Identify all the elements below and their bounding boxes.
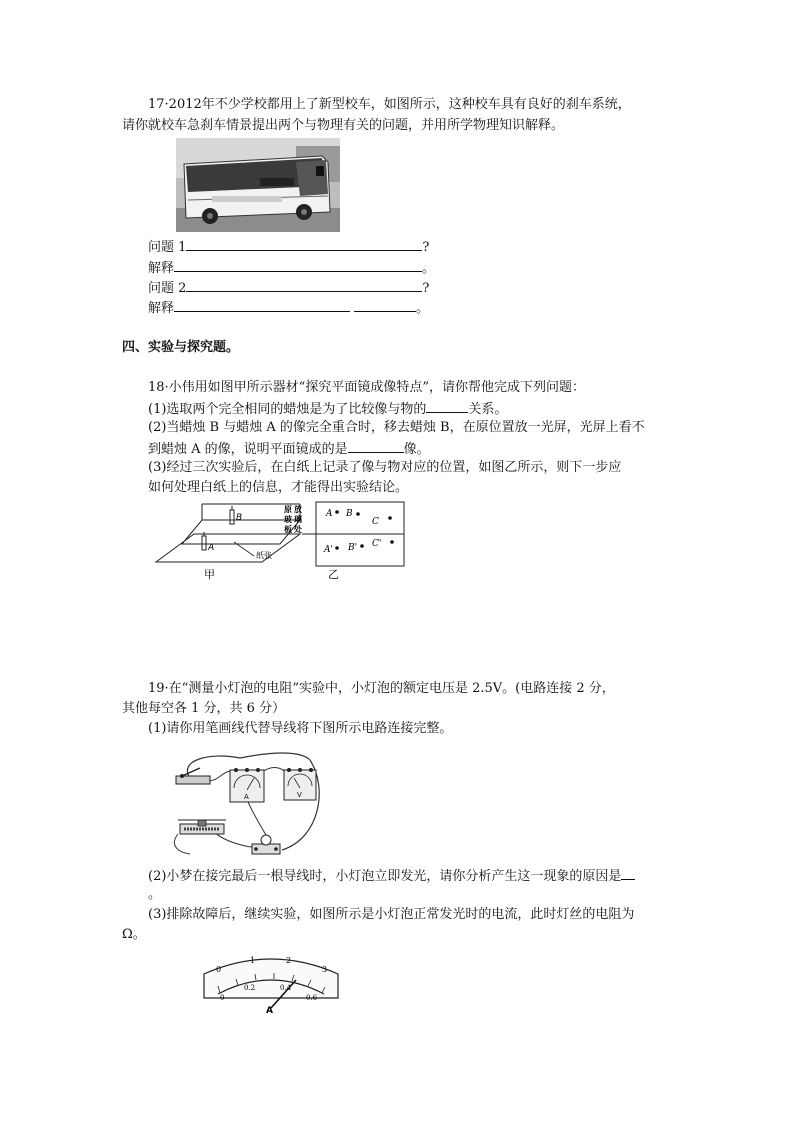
point-b-label: B [346,509,353,519]
answer2-label: 解释 [148,301,175,316]
answer1-blank[interactable] [174,257,422,272]
point-a-dot [335,510,339,514]
glass-label-char-4: 璃 [294,515,302,524]
candle-a-shape [202,536,206,550]
q17-answer1 [148,257,435,279]
q19-part2-text: (2)小梦在接完最后一根导线时，小灯泡立即发光，请你分析产生这一现象的原因是 [148,869,622,884]
candle-b-label: B [236,513,243,523]
point-c-prime-dot [390,540,394,544]
top-tick-1: 1 [250,956,256,965]
q18-part1 [148,398,507,420]
q18-part1-text: (1)选取两个完全相同的蜡烛是为了比较像与物的 [148,402,427,417]
question2-label: 问题 2 [148,281,187,296]
q17-question2 [148,277,429,299]
question1-label: 问题 1 [148,240,187,255]
q17-question1 [148,236,429,258]
voltmeter-device [284,768,316,800]
q19-part3-line2: Ω。 [122,927,146,942]
point-c-dot [388,516,392,520]
top-tick-3: 3 [322,965,328,974]
switch-shape [176,768,210,784]
circuit-figure [170,748,330,858]
q17-text-line1: 17·2012年不少学校都用上了新型校车，如图所示，这种校车具有良好的刹车系统， [148,97,631,112]
q18-part2-line1: (2)当蜡烛 B 与蜡烛 A 的像完全重合时，移去蜡烛 B，在原位置放一光屏，光屏上看不 [148,420,645,435]
glass-label-char-2: 放 [294,505,302,514]
voltmeter-device-label: V [297,791,302,799]
rheostat-shape [178,820,226,834]
ammeter-unit-label: A [266,1006,273,1016]
question1-blank[interactable] [186,236,422,251]
glass-plate-shape [182,520,300,544]
bottom-tick-1: 0.2 [244,984,256,992]
point-b-prime-dot [360,544,364,548]
glass-label-char-3: 玻 [284,515,292,524]
q19-text-line1: 19·在“测量小灯泡的电阻”实验中，小灯泡的额定电压是 2.5V。(电路连接 2 分， [148,681,615,696]
section-heading: 四、实验与探究题。 [122,340,240,355]
ammeter-device-label: A [244,793,249,801]
point-c-prime-label: C' [372,539,382,549]
ammeter-device [230,768,264,802]
glass-label-char-5: 板 [284,525,292,534]
q19-part2-line1 [148,865,635,887]
paper-label: 纸张 [256,551,272,560]
answer1-end: 。 [422,261,436,276]
point-b-dot [356,512,360,516]
q18-part1-blank[interactable] [426,398,468,413]
candle-a-label: A [208,543,215,553]
question2-blank[interactable] [186,277,422,292]
bottom-tick-0: 0 [220,994,225,1002]
candle-b-shape [230,510,234,524]
q18-part2-line2 [148,438,430,460]
bottom-tick-3: 0.6 [306,994,318,1002]
q18-part1-end: 关系。 [468,402,508,417]
q17-text-line2: 请你就校车急刹车情景提出两个与物理有关的问题，并用所学物理知识解释。 [122,118,565,133]
glass-label-char-6: 处 [294,525,302,534]
q18-part3-line2: 如何处理白纸上的信息，才能得出实验结论。 [148,480,409,495]
q19-part1: (1)请你用笔画线代替导线将下图所示电路连接完整。 [148,721,453,736]
question2-end: ? [422,281,430,296]
mirror-experiment-figure [150,500,410,582]
bottom-tick-2: 0.4 [280,984,292,992]
glass-label-char-1: 原 [284,505,292,514]
answer2-end: 。 [416,301,430,316]
top-tick-2: 2 [286,956,292,965]
q18-intro: 18·小伟用如图甲所示器材“探究平面镜成像特点”，请你帮他完成下列问题： [148,380,585,395]
figure-yi-label: 乙 [328,568,339,581]
question1-end: ? [422,240,430,255]
q17-answer2 [148,297,429,319]
bulb-shape [252,835,280,854]
answer1-label: 解释 [148,261,175,276]
answer2-blank-b[interactable] [354,297,416,312]
figure-jia-label: 甲 [204,568,215,581]
q18-part2-blank[interactable] [348,438,404,453]
q19-part2-line2: 。 [148,887,162,902]
point-a-prime-dot [335,546,339,550]
top-tick-0: 0 [216,965,222,974]
point-a-label: A [326,509,333,519]
q18-part2-text: 到蜡烛 A 的像，说明平面镜成的是 [148,442,348,457]
q18-part3-line1: (3)经过三次实验后，在白纸上记录了像与物对应的位置，如图乙所示，则下一步应 [148,460,622,475]
point-c-label: C [372,517,379,527]
school-bus-photo [176,138,340,232]
ammeter-dial-figure [200,950,342,1016]
paper-plane-shape [156,534,300,562]
point-b-prime-label: B' [348,543,358,553]
answer2-blank-a[interactable] [174,297,350,312]
q19-part3-line1: (3)排除故障后，继续实验，如图所示是小灯泡正常发光时的电流，此时灯丝的电阻为 [148,907,635,922]
ammeter-dial-frame [204,959,338,998]
q19-part2-blank[interactable] [621,865,635,880]
q18-part2-end: 像。 [403,442,430,457]
point-a-prime-label: A' [324,545,333,555]
q19-text-line2: 其他每空各 1 分，共 6 分） [122,701,286,716]
